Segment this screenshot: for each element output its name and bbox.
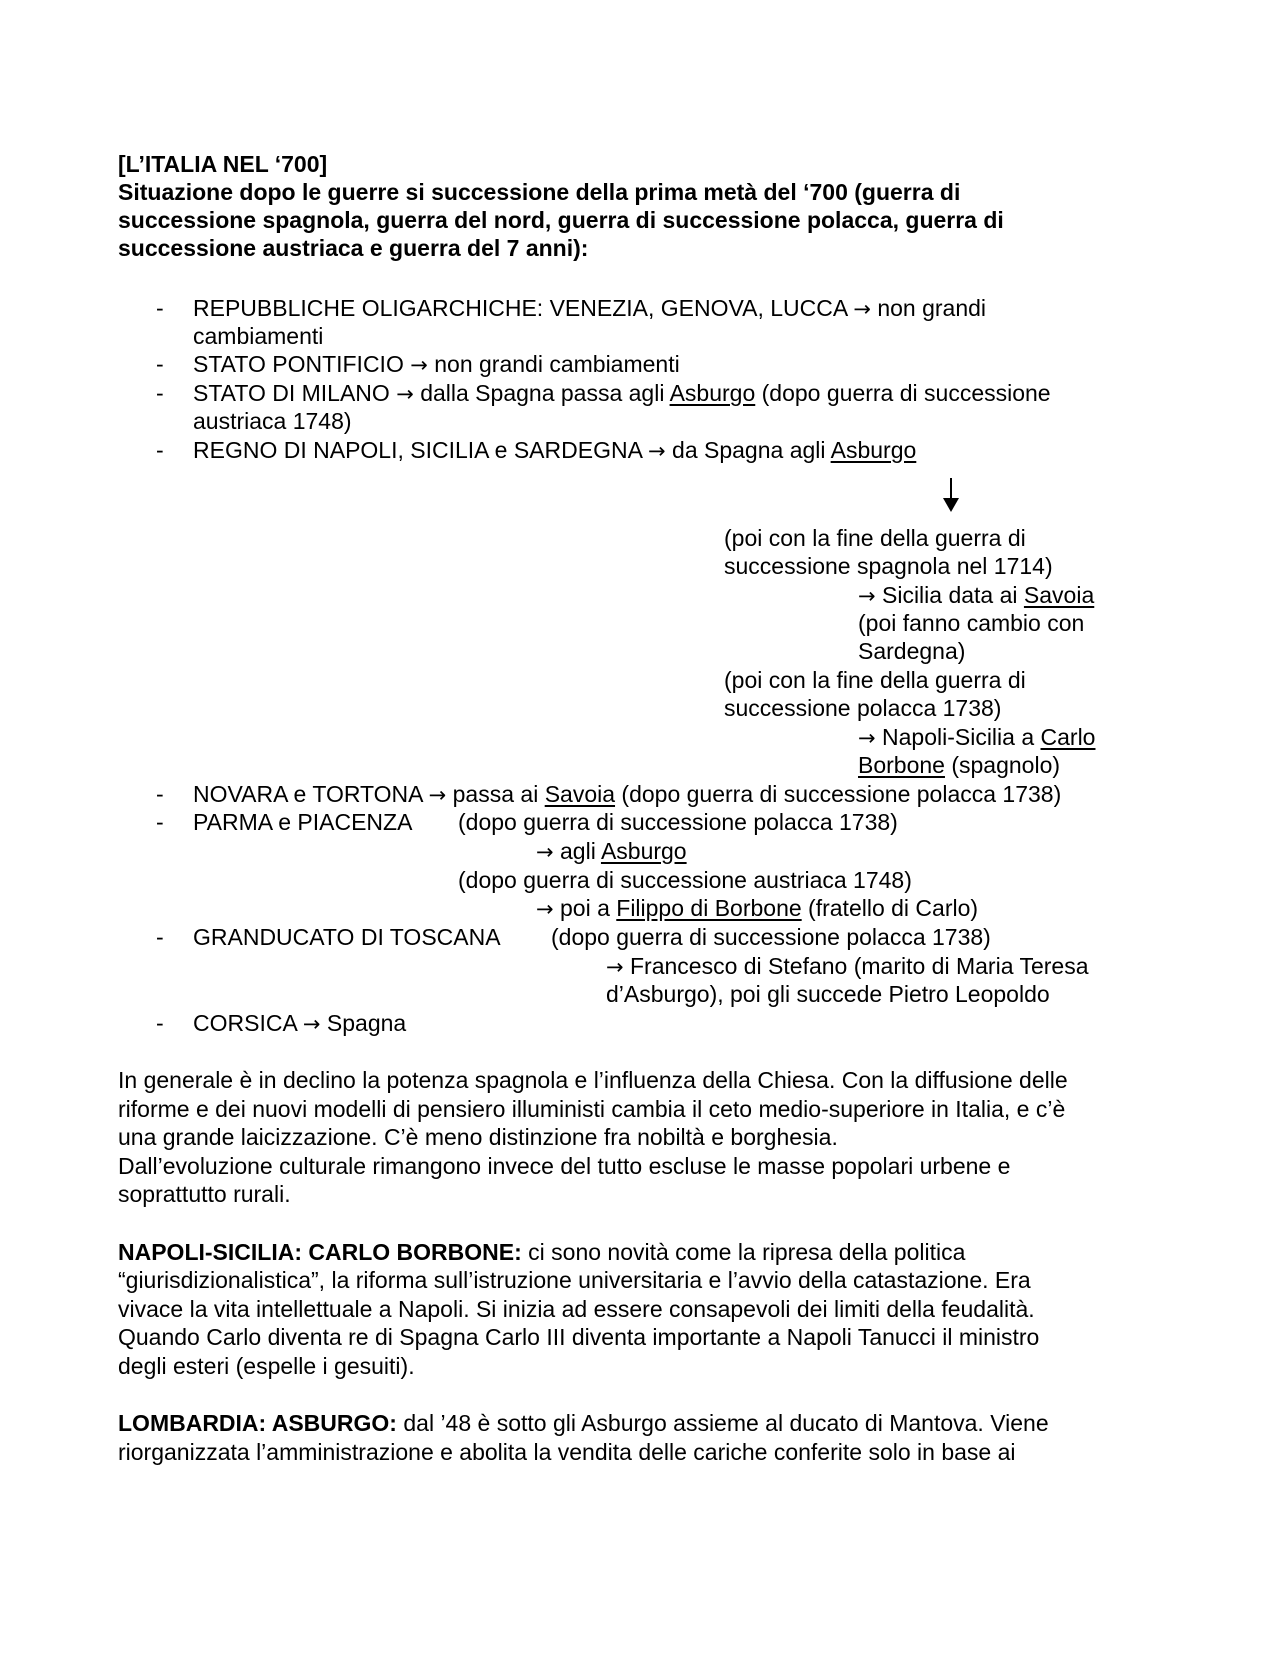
arrow-right-icon: → [858,584,876,608]
paragraph-line: soprattutto rurali. [118,1181,291,1207]
note-line: Borbone (spagnolo) [858,752,1061,778]
list-item-corsica: CORSICA → Spagna [193,1010,407,1036]
bullet-dash: - [156,437,164,463]
bullet-dash: - [156,924,164,950]
paragraph-line: riorganizzata l’amministrazione e abolita la vendita delle cariche conferite solo in base ai [118,1439,1016,1465]
bullet-dash: - [156,351,164,377]
subtitle-line: successione austriaca e guerra del 7 anni): [118,235,589,261]
bullet-dash: - [156,809,164,835]
arrow-down-icon [950,478,952,500]
paragraph-line: In generale è in declino la potenza spagnola e l’influenza della Chiesa. Con la diffusione delle [118,1067,1068,1093]
bullet-dash: - [156,1010,164,1036]
arrow-right-icon: → [606,955,624,979]
paragraph-line: “giurisdizionalistica”, la riforma sull’istruzione universitaria e l’avvio della catastazione. Era [118,1267,1031,1293]
arrow-right-icon: → [858,726,876,750]
note-line: (dopo guerra di successione polacca 1738) [458,809,898,835]
note-line: (poi con la fine della guerra di [724,667,1026,693]
arrow-right-icon: → [536,897,554,921]
paragraph-line: una grande laicizzazione. C’è meno distinzione fra nobiltà e borghesia. [118,1124,838,1150]
note-line: → poi a Filippo di Borbone (fratello di Carlo) [536,895,979,921]
note-line: → Francesco di Stefano (marito di Maria Teresa [606,953,1089,979]
note-line: (poi con la fine della guerra di [724,525,1026,551]
note-line: → agli Asburgo [536,838,687,864]
paragraph-line: Quando Carlo diventa re di Spagna Carlo III diventa importante a Napoli Tanucci il ministro [118,1324,1040,1350]
bullet-dash: - [156,781,164,807]
note-line: → Sicilia data ai Savoia [858,582,1095,608]
arrow-right-icon: → [648,439,666,463]
list-item-pontificio: STATO PONTIFICIO → non grandi cambiamenti [193,351,680,377]
section-lombardia-first-line: LOMBARDIA: ASBURGO: dal ’48 è sotto gli Asburgo assieme al ducato di Mantova. Viene [118,1410,1049,1436]
list-item-continuation: austriaca 1748) [193,408,352,434]
section-heading: LOMBARDIA: ASBURGO: [118,1410,397,1436]
paragraph-line: riforme e dei nuovi modelli di pensiero illuministi cambia il ceto medio-superiore in Italia, e c’è [118,1096,1066,1122]
arrow-down-head [943,498,959,512]
paragraph-line: Dall’evoluzione culturale rimangono invece del tutto escluse le masse popolari urbene e [118,1153,1011,1179]
list-item-milano: STATO DI MILANO → dalla Spagna passa agli Asburgo (dopo guerra di successione [193,380,1051,406]
list-item-toscana: GRANDUCATO DI TOSCANA [193,924,501,950]
note-line: (dopo guerra di successione polacca 1738) [551,924,991,950]
paragraph-line: vivace la vita intellettuale a Napoli. Si inizia ad essere consapevoli dei limiti della feudalità. [118,1296,1035,1322]
paragraph-line: degli esteri (espelle i gesuiti). [118,1353,415,1379]
arrow-right-icon: → [428,783,447,807]
arrow-right-icon: → [396,382,414,406]
list-item-napoli: REGNO DI NAPOLI, SICILIA e SARDEGNA → da Spagna agli Asburgo [193,437,917,463]
note-line: (poi fanno cambio con [858,610,1085,636]
list-item-parma: PARMA e PIACENZA [193,809,413,835]
arrow-right-icon: → [410,353,428,377]
arrow-right-icon: → [536,840,554,864]
bullet-dash: - [156,380,164,406]
section-heading: NAPOLI-SICILIA: CARLO BORBONE: [118,1239,522,1265]
list-item-continuation: cambiamenti [193,323,324,349]
note-line: successione polacca 1738) [724,695,1002,721]
list-item-novara: NOVARA e TORTONA → passa ai Savoia (dopo guerra di successione polacca 1738) [193,781,1062,807]
note-line: → Napoli-Sicilia a Carlo [858,724,1096,750]
page-title: [L’ITALIA NEL ‘700] [118,151,328,177]
note-line: Sardegna) [858,638,966,664]
note-line: successione spagnola nel 1714) [724,553,1053,579]
note-line: (dopo guerra di successione austriaca 1748) [458,867,912,893]
subtitle-line: successione spagnola, guerra del nord, guerra di successione polacca, guerra di [118,207,1004,233]
list-item-repubbliche: REPUBBLICHE OLIGARCHICHE: VENEZIA, GENOVA, LUCCA → non grandi [193,295,987,321]
arrow-right-icon: → [302,1012,321,1036]
section-napoli-first-line: NAPOLI-SICILIA: CARLO BORBONE: ci sono novità come la ripresa della politica [118,1239,966,1265]
bullet-dash: - [156,295,164,321]
arrow-right-icon: → [853,297,871,321]
subtitle-line: Situazione dopo le guerre si successione della prima metà del ‘700 (guerra di [118,179,961,205]
note-line: d’Asburgo), poi gli succede Pietro Leopoldo [606,981,1050,1007]
